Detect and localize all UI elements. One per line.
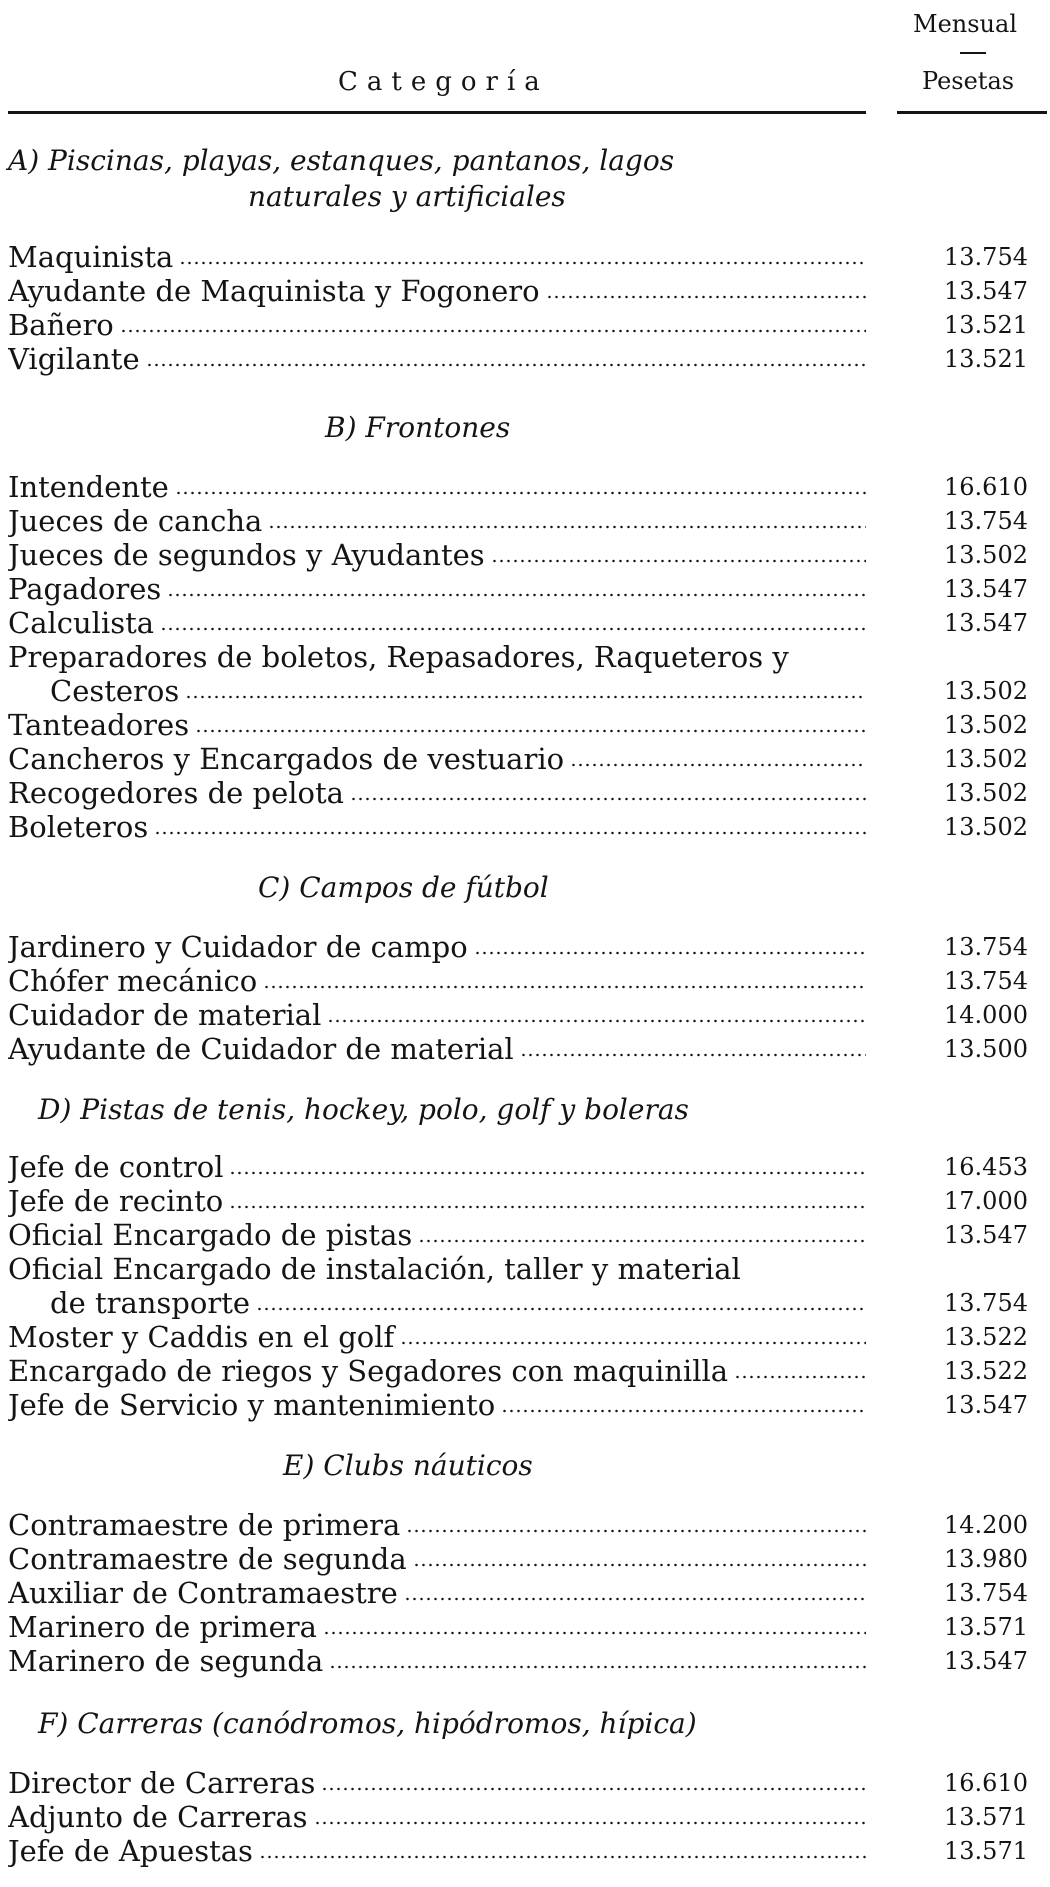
row-label: Ayudante de Maquinista y Fogonero xyxy=(8,274,540,308)
row-label: Chófer mecánico xyxy=(8,964,258,998)
row-label: Maquinista xyxy=(8,240,174,274)
section-title-f: F) Carreras (canódromos, hipódromos, hípica) xyxy=(38,1707,697,1740)
table-row xyxy=(8,504,1038,538)
leader-dots xyxy=(323,1629,866,1637)
row-value: 13.754 xyxy=(944,933,1028,961)
row-value: 13.980 xyxy=(944,1545,1028,1573)
row-value: 13.522 xyxy=(944,1357,1028,1385)
leader-dots xyxy=(327,1017,866,1025)
column-header-mensual: Mensual xyxy=(913,10,1017,38)
table-row xyxy=(8,810,1038,844)
row-label: Oficial Encargado de pistas xyxy=(8,1218,413,1252)
section-title-d: D) Pistas de tenis, hockey, polo, golf y boleras xyxy=(38,1093,689,1126)
table-row xyxy=(8,1542,1038,1576)
row-label: Vigilante xyxy=(8,342,140,376)
row-value: 13.547 xyxy=(944,1391,1028,1419)
header-dash xyxy=(960,52,986,54)
row-value: 13.502 xyxy=(944,779,1028,807)
table-row xyxy=(8,1644,1038,1678)
row-value: 13.547 xyxy=(944,609,1028,637)
row-value: 16.610 xyxy=(944,473,1028,501)
row-value: 13.754 xyxy=(944,967,1028,995)
row-label: Adjunto de Carreras xyxy=(8,1800,308,1834)
leader-dots xyxy=(321,1785,866,1793)
section-title-b: B) Frontones xyxy=(325,411,511,444)
row-label: Jefe de Apuestas xyxy=(8,1834,253,1868)
section-title-c: C) Campos de fútbol xyxy=(258,871,549,904)
row-label: Jardinero y Cuidador de campo xyxy=(8,930,468,964)
row-value: 17.000 xyxy=(944,1187,1028,1215)
table-row xyxy=(8,342,1038,376)
table-row xyxy=(8,572,1038,606)
leader-dots xyxy=(520,1051,866,1059)
table-row xyxy=(8,776,1038,810)
leader-dots xyxy=(167,591,866,599)
table-row xyxy=(8,1320,1038,1354)
leader-dots xyxy=(229,1203,866,1211)
row-label: Bañero xyxy=(8,308,114,342)
table-row xyxy=(8,1388,1038,1422)
row-value: 13.522 xyxy=(944,1323,1028,1351)
row-value: 14.000 xyxy=(944,1001,1028,1029)
row-label: Marinero de primera xyxy=(8,1610,317,1644)
row-label: Pagadores xyxy=(8,572,162,606)
row-label: Director de Carreras xyxy=(8,1766,316,1800)
row-value: 13.754 xyxy=(944,243,1028,271)
row-label: Marinero de segunda xyxy=(8,1644,324,1678)
row-label: Tanteadores xyxy=(8,708,190,742)
row-value: 13.754 xyxy=(944,1579,1028,1607)
column-header-pesetas: Pesetas xyxy=(922,67,1015,95)
table-row xyxy=(8,998,1038,1032)
row-label: Jefe de control xyxy=(8,1150,224,1184)
table-row xyxy=(8,1610,1038,1644)
row-label: Contramaestre de segunda xyxy=(8,1542,407,1576)
table-row xyxy=(8,1800,1038,1834)
table-row xyxy=(8,1354,1038,1388)
row-label: Cuidador de material xyxy=(8,998,322,1032)
row-value: 13.571 xyxy=(944,1803,1028,1831)
table-row xyxy=(8,1184,1038,1218)
table-row xyxy=(8,606,1038,640)
row-label: Jueces de cancha xyxy=(8,504,263,538)
row-label: Intendente xyxy=(8,470,169,504)
table-row xyxy=(8,1150,1038,1184)
row-label: Ayudante de Cuidador de material xyxy=(8,1032,514,1066)
row-value: 13.754 xyxy=(944,1289,1028,1317)
column-header-categoria: Categoría xyxy=(338,67,549,97)
leader-dots xyxy=(474,949,866,957)
row-label: Preparadores de boletos, Repasadores, Raqueteros y xyxy=(8,640,789,674)
leader-dots xyxy=(418,1237,866,1245)
leader-dots xyxy=(154,829,866,837)
leader-dots xyxy=(350,795,866,803)
leader-dots xyxy=(570,761,866,769)
row-value: 14.200 xyxy=(944,1511,1028,1539)
row-label: Auxiliar de Contramaestre xyxy=(8,1576,398,1610)
leader-dots xyxy=(413,1561,866,1569)
table-row xyxy=(8,1766,1038,1800)
row-value: 13.502 xyxy=(944,677,1028,705)
row-value: 13.502 xyxy=(944,813,1028,841)
table-row xyxy=(8,470,1038,504)
leader-dots xyxy=(179,259,866,267)
row-value: 16.610 xyxy=(944,1769,1028,1797)
leader-dots xyxy=(160,625,866,633)
table-row xyxy=(8,538,1038,572)
leader-dots xyxy=(406,1527,866,1535)
row-value: 13.571 xyxy=(944,1837,1028,1865)
row-value: 13.502 xyxy=(944,541,1028,569)
table-row xyxy=(8,308,1038,342)
leader-dots xyxy=(329,1663,866,1671)
table-row xyxy=(8,274,1038,308)
leader-dots xyxy=(195,727,866,735)
leader-dots xyxy=(491,557,866,565)
table-row xyxy=(8,1032,1038,1066)
table-row xyxy=(8,1576,1038,1610)
leader-dots xyxy=(146,361,866,369)
table-row xyxy=(8,1252,1038,1286)
leader-dots xyxy=(546,293,866,301)
row-label: Cancheros y Encargados de vestuario xyxy=(8,742,565,776)
row-label: Recogedores de pelota xyxy=(8,776,344,810)
row-value: 13.571 xyxy=(944,1613,1028,1641)
row-label: Encargado de riegos y Segadores con maquinilla xyxy=(8,1354,729,1388)
row-value: 13.500 xyxy=(944,1035,1028,1063)
table-row xyxy=(8,640,1038,674)
section-title-e: E) Clubs náuticos xyxy=(283,1449,533,1482)
table-row xyxy=(8,930,1038,964)
table-row xyxy=(8,708,1038,742)
leader-dots xyxy=(263,983,866,991)
row-label: Jueces de segundos y Ayudantes xyxy=(8,538,485,572)
section-title-a-line2: naturales y artificiales xyxy=(248,180,566,213)
leader-dots xyxy=(734,1373,866,1381)
table-row xyxy=(8,742,1038,776)
table-row xyxy=(8,964,1038,998)
row-value: 16.453 xyxy=(944,1153,1028,1181)
row-label: Boleteros xyxy=(8,810,149,844)
leader-dots xyxy=(268,523,866,531)
leader-dots xyxy=(314,1819,866,1827)
row-value: 13.502 xyxy=(944,711,1028,739)
header-rule-right xyxy=(897,111,1047,114)
leader-dots xyxy=(175,489,866,497)
row-label: Calculista xyxy=(8,606,155,640)
section-title-a: A) Piscinas, playas, estanques, pantanos, lagos xyxy=(8,144,675,177)
leader-dots xyxy=(185,693,866,701)
row-label: Oficial Encargado de instalación, taller y material xyxy=(8,1252,741,1286)
table-row xyxy=(8,1834,1038,1868)
leader-dots xyxy=(404,1595,866,1603)
row-label: Jefe de recinto xyxy=(8,1184,224,1218)
leader-dots xyxy=(120,327,866,335)
header-rule-left xyxy=(8,111,866,114)
row-value: 13.547 xyxy=(944,1647,1028,1675)
leader-dots xyxy=(229,1169,866,1177)
row-value: 13.521 xyxy=(944,311,1028,339)
table-row xyxy=(8,674,1038,708)
row-value: 13.547 xyxy=(944,1221,1028,1249)
row-value: 13.547 xyxy=(944,277,1028,305)
table-row xyxy=(8,1286,1038,1320)
table-row xyxy=(8,1218,1038,1252)
row-value: 13.547 xyxy=(944,575,1028,603)
leader-dots xyxy=(256,1305,866,1313)
table-row xyxy=(8,1508,1038,1542)
row-label: Moster y Caddis en el golf xyxy=(8,1320,395,1354)
row-value: 13.754 xyxy=(944,507,1028,535)
leader-dots xyxy=(400,1339,866,1347)
table-row xyxy=(8,240,1038,274)
leader-dots xyxy=(259,1853,866,1861)
row-label: Cesteros xyxy=(50,674,180,708)
row-label: Contramaestre de primera xyxy=(8,1508,401,1542)
row-label: Jefe de Servicio y mantenimiento xyxy=(8,1388,496,1422)
row-value: 13.502 xyxy=(944,745,1028,773)
row-label: de transporte xyxy=(50,1286,251,1320)
row-value: 13.521 xyxy=(944,345,1028,373)
leader-dots xyxy=(501,1407,866,1415)
